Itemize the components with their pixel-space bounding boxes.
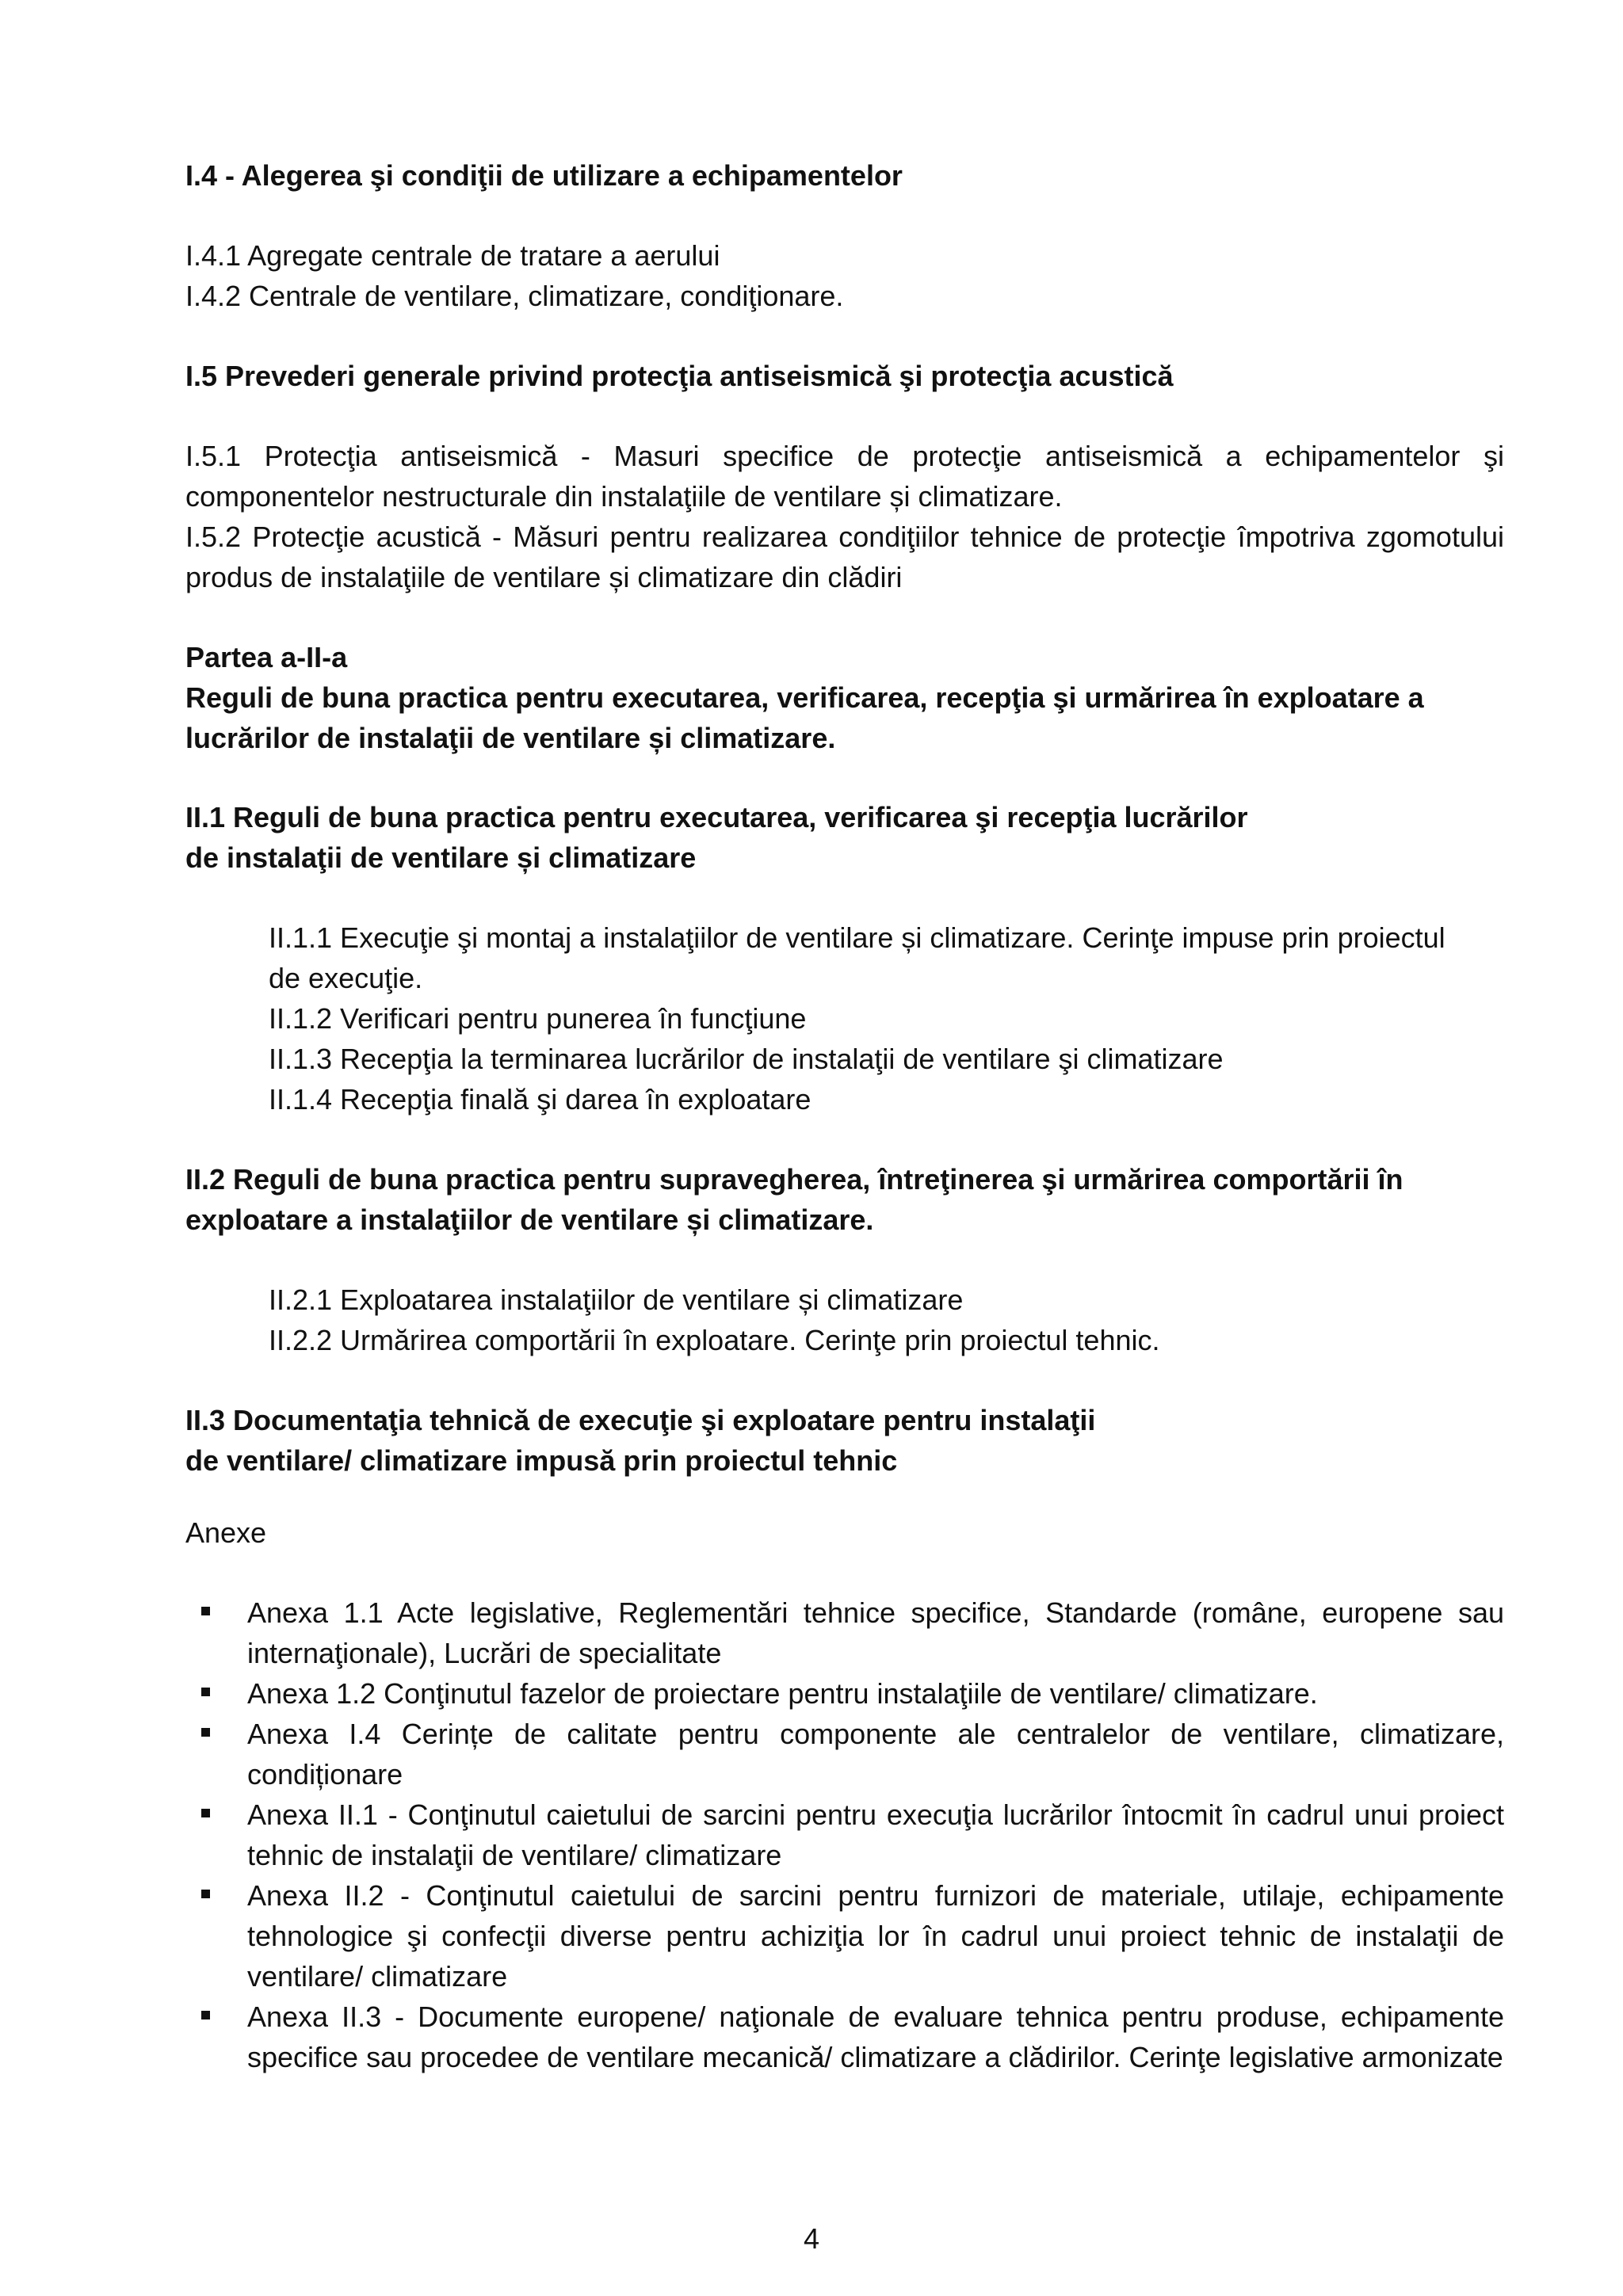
annex-item: Anexa 1.2 Conţinutul fazelor de proiectare pentru instalaţiile de ventilare/ climatizare. (185, 1673, 1504, 1714)
part-label: Partea a-II-a (185, 641, 348, 673)
section-heading-i4: I.4 - Alegerea şi condiţii de utilizare a echipamentelor (185, 159, 903, 192)
section-heading-ii1-line1: II.1 Reguli de buna practica pentru executarea, verificarea şi recepţia lucrărilor (185, 801, 1248, 833)
item-i41: I.4.1 Agregate centrale de tratare a aerului (185, 239, 720, 272)
annex-item: Anexa II.1 - Conţinutul caietului de sarcini pentru execuţia lucrărilor întocmit în cadrul unui proiect tehnic de instalaţii de ventilare/ climatizare (185, 1794, 1504, 1875)
section-heading-ii3-line1: II.3 Documentaţia tehnică de execuţie şi exploatare pentru instalaţii (185, 1404, 1096, 1436)
bullet-square-icon (201, 2011, 210, 2019)
annex-list (185, 1592, 1504, 2077)
bullet-square-icon (201, 1890, 210, 1898)
section-heading-ii3-line2: de ventilare/ climatizare impusă prin proiectul tehnic (185, 1444, 898, 1477)
item-i42: I.4.2 Centrale de ventilare, climatizare, condiţionare. (185, 280, 844, 312)
item-ii11: II.1.1 Execuţie şi montaj a instalaţiilor de ventilare și climatizare. Cerinţe impuse prin proiectul de execuţie. (269, 921, 1445, 994)
paragraph-i52: I.5.2 Protecţie acustică - Măsuri pentru realizarea condiţiilor tehnice de protecţie împotriva zgomotului produs de instalaţiile de ventilare și climatizare din clădiri (185, 521, 1504, 593)
page-number: 4 (803, 2222, 820, 2255)
annex-item: Anexa 1.1 Acte legislative, Reglementări tehnice specifice, Standarde (române, europene sau internaţionale), Lucrări de specialitate (185, 1592, 1504, 1673)
bullet-square-icon (201, 1728, 210, 1737)
item-ii22: II.2.2 Urmărirea comportării în exploatare. Cerinţe prin proiectul tehnic. (269, 1324, 1160, 1356)
annex-item: Anexa II.3 - Documente europene/ naţionale de evaluare tehnica pentru produse, echipamente specifice sau procedee de ventilare mecanică/ climatizare a clădirilor. Cerinţe legislative armonizate (185, 1997, 1504, 2077)
item-ii14: II.1.4 Recepţia finală şi darea în exploatare (269, 1083, 812, 1116)
bullet-square-icon (201, 1607, 210, 1615)
paragraph-i51: I.5.1 Protecţia antiseismică - Masuri specifice de protecţie antiseismică a echipamentelor şi componentelor nestructurale din instalaţiile de ventilare și climatizare. (185, 440, 1504, 513)
annex-item: Anexa II.2 - Conţinutul caietului de sarcini pentru furnizori de materiale, utilaje, echipamente tehnologice şi confecţii diverse pentru achiziţia lor în cadrul unui proiect tehnic de instalaţii de ventilare/ climatizare (185, 1875, 1504, 1997)
annex-label: Anexe (185, 1516, 267, 1549)
section-heading-i5: I.5 Prevederi generale privind protecţia antiseismică şi protecţia acustică (185, 360, 1174, 392)
item-ii13: II.1.3 Recepţia la terminarea lucrărilor de instalaţii de ventilare şi climatizare (269, 1043, 1224, 1075)
section-heading-ii2: II.2 Reguli de buna practica pentru supravegherea, întreţinerea şi urmărirea comportării în exploatare a instalaţiilor de ventilare și climatizare. (185, 1163, 1403, 1236)
item-ii12: II.1.2 Verificari pentru punerea în funcţiune (269, 1002, 807, 1035)
annex-item: Anexa I.4 Cerințe de calitate pentru componente ale centralelor de ventilare, climatizare, condiționare (185, 1714, 1504, 1794)
part-title: Reguli de buna practica pentru executarea, verificarea, recepţia şi urmărirea în exploatare a lucrărilor de instalaţii de ventilare și climatizare. (185, 681, 1424, 754)
bullet-square-icon (201, 1688, 210, 1696)
section-heading-ii1-line2: de instalaţii de ventilare și climatizare (185, 841, 697, 874)
item-ii21: II.2.1 Exploatarea instalaţiilor de ventilare și climatizare (269, 1283, 964, 1316)
bullet-square-icon (201, 1809, 210, 1817)
